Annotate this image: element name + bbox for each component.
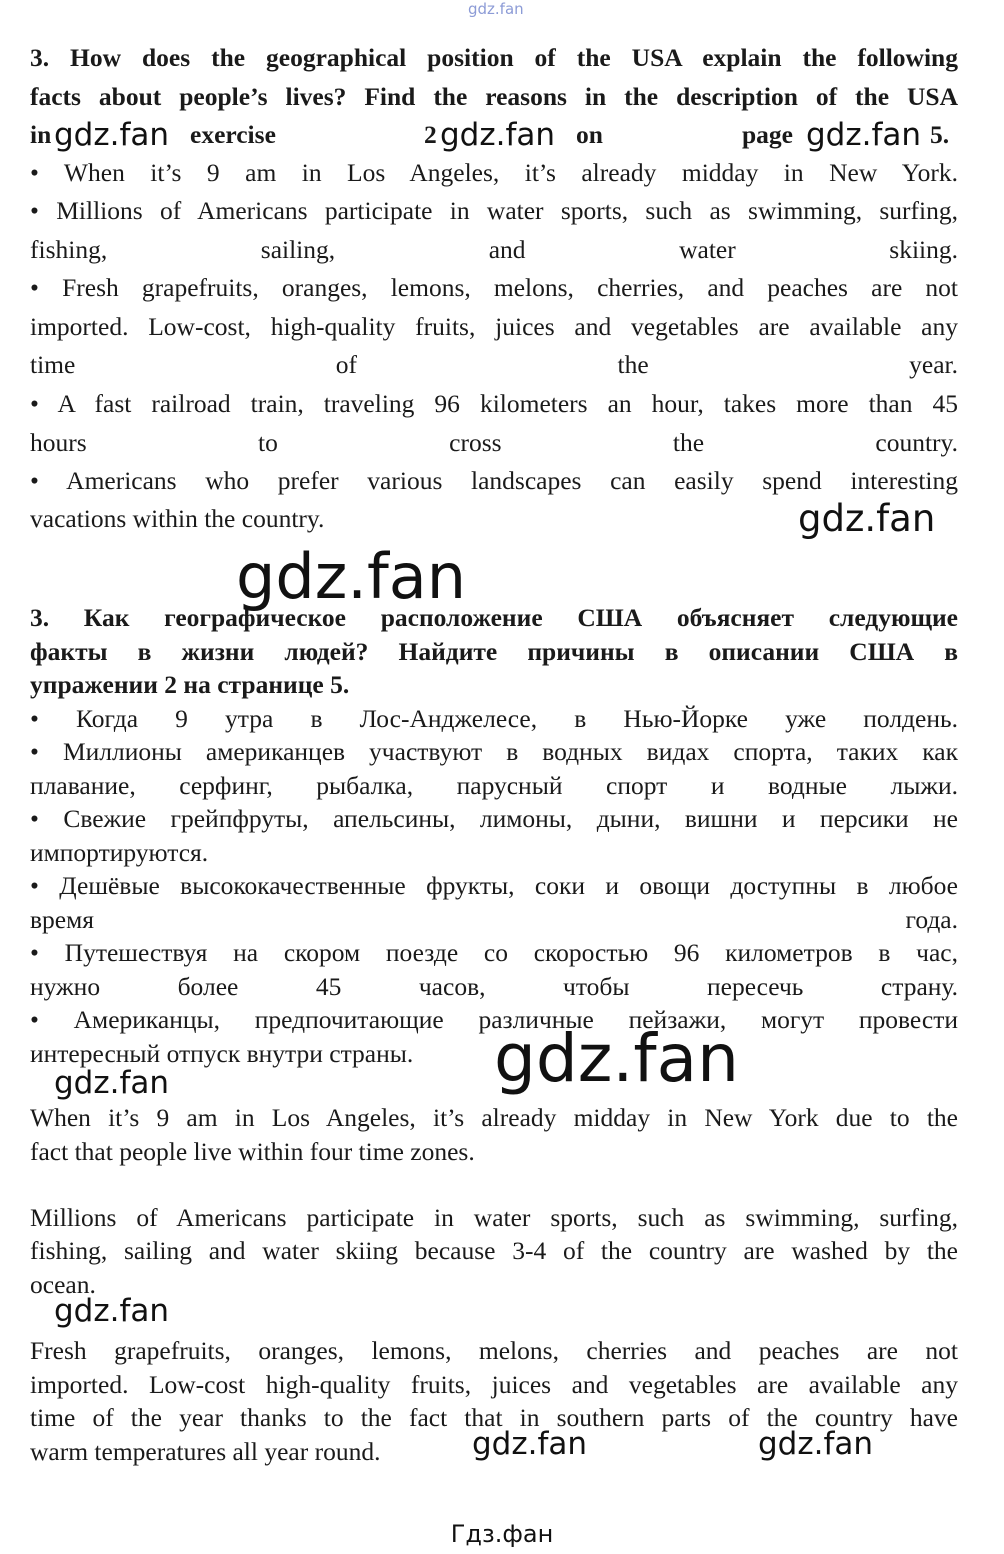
title-word-2: 2 [424, 120, 437, 149]
ru-line-5: импортируются. [30, 838, 209, 867]
watermark: gdz.fan [494, 1020, 739, 1097]
answer-1-line-1: When it’s 9 am in Los Angeles, it’s already midday in New York due to the [30, 1103, 958, 1132]
en-bullet-5-line-2: vacations within the country. [30, 504, 325, 533]
ru-line-6: • Дешёвые высококачественные фрукты, соки и овощи доступны в любое [30, 871, 958, 900]
answer-3-line-4: warm temperatures all year round. [30, 1437, 381, 1466]
ru-line-3: плавание, серфинг, рыбалка, парусный спорт и водные лыжи. [30, 771, 958, 800]
title-word-page: page [742, 120, 793, 149]
exercise-title-line-1: 3. How does the geographical position of the USA explain the following [30, 43, 958, 72]
ru-line-10: • Американцы, предпочитающие различные пейзажи, могут провести [30, 1005, 958, 1034]
title-word-in: in [30, 120, 52, 149]
watermark: gdz.fan [236, 540, 467, 613]
en-bullet-1-line-1: • When it’s 9 am in Los Angeles, it’s already midday in New York. [30, 158, 958, 187]
watermark: gdz.fan [758, 1426, 874, 1462]
watermark: gdz.fan [798, 497, 936, 540]
answer-2-line-1: Millions of Americans participate in water sports, such as swimming, surfing, [30, 1203, 958, 1232]
ru-title-line-1: 3. Как географическое расположение США объясняет следующие [30, 603, 958, 632]
watermark: gdz.fan [440, 117, 556, 153]
watermark: gdz.fan [54, 117, 170, 153]
en-bullet-4-line-2: hours to cross the country. [30, 428, 958, 457]
answer-3-line-3: time of the year thanks to the fact that in southern parts of the country have [30, 1403, 958, 1432]
ru-line-4: • Свежие грейпфруты, апельсины, лимоны, дыни, вишни и персики не [30, 804, 958, 833]
ru-line-1: • Когда 9 утра в Лос-Анджелесе, в Нью-Йорке уже полдень. [30, 704, 958, 733]
en-bullet-4-line-1: • A fast railroad train, traveling 96 kilometers an hour, takes more than 45 [30, 389, 958, 418]
en-bullet-3-line-3: time of the year. [30, 350, 958, 379]
ru-line-8: • Путешествуя на скором поезде со скоростью 96 километров в час, [30, 938, 958, 967]
title-word-on: on [576, 120, 603, 149]
ru-line-7: время года. [30, 905, 958, 934]
ru-title-line-3: упражении 2 на странице 5. [30, 670, 350, 699]
ru-title-line-2: факты в жизни людей? Найдите причины в описании США в [30, 637, 958, 666]
answer-3-line-2: imported. Low-cost high-quality fruits, juices and vegetables are available any [30, 1370, 958, 1399]
ru-line-11: интересный отпуск внутри страны. [30, 1039, 414, 1068]
watermark-top: gdz.fan [468, 0, 524, 18]
en-bullet-2-line-1: • Millions of Americans participate in water sports, such as swimming, surfing, [30, 196, 958, 225]
watermark: gdz.fan [54, 1065, 170, 1101]
page-footer: Гдз.фан [450, 1520, 554, 1548]
answer-2-line-3: ocean. [30, 1270, 96, 1299]
en-bullet-3-line-2: imported. Low-cost, high-quality fruits, juices and vegetables are available any [30, 312, 958, 341]
en-bullet-5-line-1: • Americans who prefer various landscapes can easily spend interesting [30, 466, 958, 495]
title-word-exercise: exercise [190, 120, 276, 149]
watermark: gdz.fan [806, 117, 922, 153]
watermark: gdz.fan [472, 1426, 588, 1462]
en-bullet-3-line-1: • Fresh grapefruits, oranges, lemons, melons, cherries, and peaches are not [30, 273, 958, 302]
title-word-5: 5. [930, 120, 950, 149]
watermark: gdz.fan [54, 1293, 170, 1329]
ru-line-2: • Миллионы американцев участвуют в водных видах спорта, таких как [30, 737, 958, 766]
answer-3-line-1: Fresh grapefruits, oranges, lemons, melons, cherries and peaches are not [30, 1336, 958, 1365]
exercise-title-line-2: facts about people’s lives? Find the reasons in the description of the USA [30, 82, 958, 111]
answer-2-line-2: fishing, sailing and water skiing because 3-4 of the country are washed by the [30, 1236, 958, 1265]
answer-1-line-2: fact that people live within four time zones. [30, 1137, 475, 1166]
en-bullet-2-line-2: fishing, sailing, and water skiing. [30, 235, 958, 264]
ru-line-9: нужно более 45 часов, чтобы пересечь страну. [30, 972, 958, 1001]
